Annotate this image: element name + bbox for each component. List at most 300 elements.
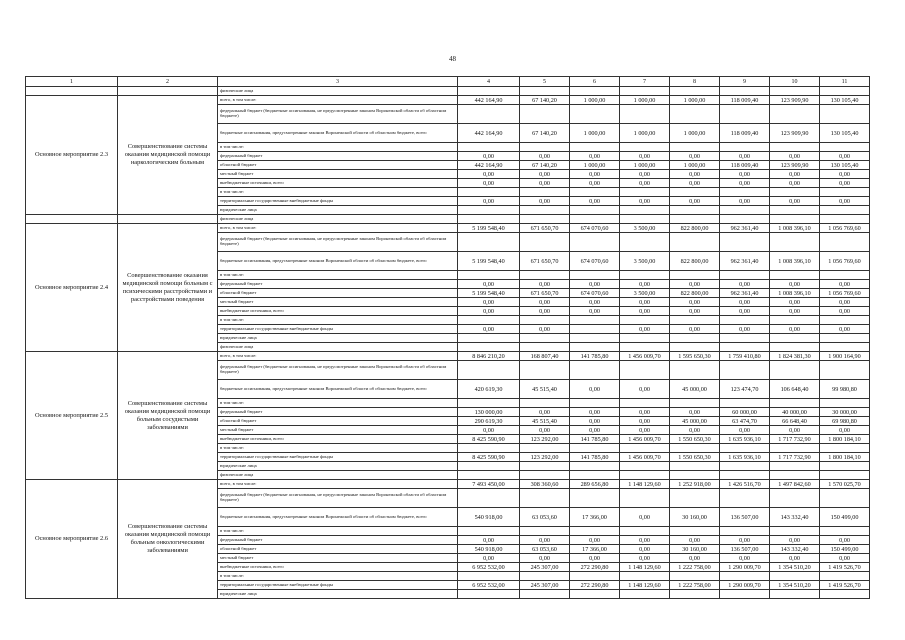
amount-cell: 0,00 (520, 197, 570, 206)
amount-cell: 0,00 (520, 408, 570, 417)
amount-cell (570, 316, 620, 325)
amount-cell: 1 290 009,70 (720, 581, 770, 590)
amount-cell (520, 399, 570, 408)
amount-cell (670, 188, 720, 197)
amount-cell (570, 343, 620, 352)
amount-cell: 141 785,80 (570, 453, 620, 462)
funding-source: федеральный бюджет (бюджетные ассигнования, не предусмотренные законом Воронежской области об областном бюджете) (218, 489, 458, 508)
empty-cell (118, 215, 218, 224)
amount-cell: 1 008 396,10 (770, 252, 820, 271)
amount-cell (820, 343, 870, 352)
amount-cell: 130 105,40 (820, 96, 870, 105)
amount-cell (820, 206, 870, 215)
event-number: Основное мероприятие 2.6 (26, 480, 118, 599)
amount-cell: 0,00 (570, 179, 620, 188)
amount-cell: 0,00 (620, 508, 670, 527)
amount-cell (520, 105, 570, 124)
amount-cell: 0,00 (820, 426, 870, 435)
funding-source: в том числе: (218, 271, 458, 280)
amount-cell: 0,00 (670, 536, 720, 545)
amount-cell: 1 222 758,00 (670, 581, 720, 590)
amount-cell: 67 140,20 (520, 161, 570, 170)
amount-cell (458, 87, 520, 96)
amount-cell: 0,00 (458, 298, 520, 307)
amount-cell: 0,00 (458, 152, 520, 161)
amount-cell (770, 399, 820, 408)
amount-cell (770, 361, 820, 380)
funding-source: внебюджетные источники, всего (218, 435, 458, 444)
amount-cell (670, 334, 720, 343)
table-row (26, 352, 870, 361)
amount-cell: 442 164,90 (458, 161, 520, 170)
amount-cell: 3 500,00 (620, 224, 670, 233)
column-number: 10 (770, 77, 820, 87)
amount-cell (458, 527, 520, 536)
amount-cell (520, 527, 570, 536)
amount-cell (570, 471, 620, 480)
amount-cell (820, 471, 870, 480)
amount-cell (620, 462, 670, 471)
amount-cell (820, 87, 870, 96)
page-number: 48 (449, 55, 456, 63)
amount-cell (770, 87, 820, 96)
amount-cell (570, 105, 620, 124)
amount-cell: 1 550 650,30 (670, 435, 720, 444)
amount-cell (820, 271, 870, 280)
amount-cell (670, 399, 720, 408)
funding-source: федеральный бюджет (218, 536, 458, 545)
amount-cell: 0,00 (820, 325, 870, 334)
amount-cell: 66 648,40 (770, 417, 820, 426)
column-number: 9 (720, 77, 770, 87)
funding-source: территориальные государственные внебюджетные фонды (218, 197, 458, 206)
amount-cell (620, 206, 670, 215)
event-name: Совершенствование оказания медицинской помощи больным с психическими расстройствами и расстройствами поведения (118, 224, 218, 352)
amount-cell: 0,00 (820, 170, 870, 179)
amount-cell (720, 215, 770, 224)
funding-source: территориальные государственные внебюджетные фонды (218, 325, 458, 334)
amount-cell: 0,00 (620, 380, 670, 399)
funding-source: внебюджетные источники, всего (218, 307, 458, 316)
amount-cell: 962 361,40 (720, 289, 770, 298)
amount-cell (670, 572, 720, 581)
amount-cell (770, 105, 820, 124)
amount-cell (770, 462, 820, 471)
amount-cell (820, 143, 870, 152)
amount-cell (670, 444, 720, 453)
funding-source: физические лица (218, 87, 458, 96)
amount-cell: 8 846 210,20 (458, 352, 520, 361)
amount-cell: 123 292,00 (520, 453, 570, 462)
amount-cell: 420 619,30 (458, 380, 520, 399)
funding-source: местный бюджет (218, 298, 458, 307)
amount-cell: 0,00 (820, 280, 870, 289)
amount-cell: 0,00 (670, 298, 720, 307)
amount-cell: 1 456 009,70 (620, 453, 670, 462)
amount-cell: 0,00 (520, 298, 570, 307)
amount-cell (720, 343, 770, 352)
amount-cell: 0,00 (570, 536, 620, 545)
amount-cell: 1 148 129,60 (620, 480, 670, 489)
amount-cell: 1 570 025,70 (820, 480, 870, 489)
funding-source: местный бюджет (218, 426, 458, 435)
amount-cell (570, 590, 620, 599)
amount-cell (770, 316, 820, 325)
amount-cell (820, 233, 870, 252)
funding-source: территориальные государственные внебюджетные фонды (218, 581, 458, 590)
amount-cell: 1 000,00 (670, 161, 720, 170)
amount-cell (620, 590, 670, 599)
amount-cell (620, 471, 670, 480)
amount-cell (720, 271, 770, 280)
amount-cell (570, 87, 620, 96)
amount-cell: 1 595 650,30 (670, 352, 720, 361)
amount-cell: 3 500,00 (620, 289, 670, 298)
amount-cell: 540 918,00 (458, 545, 520, 554)
amount-cell (720, 527, 770, 536)
funding-source: всего, в том числе: (218, 224, 458, 233)
amount-cell: 1 000,00 (570, 124, 620, 143)
amount-cell: 1 290 009,70 (720, 563, 770, 572)
amount-cell: 0,00 (458, 197, 520, 206)
amount-cell: 1 008 396,10 (770, 289, 820, 298)
column-number: 3 (218, 77, 458, 87)
empty-cell (26, 215, 118, 224)
amount-cell: 290 619,30 (458, 417, 520, 426)
amount-cell: 1 824 381,30 (770, 352, 820, 361)
amount-cell: 0,00 (670, 554, 720, 563)
amount-cell: 5 199 548,40 (458, 289, 520, 298)
amount-cell: 0,00 (570, 380, 620, 399)
amount-cell: 674 070,60 (570, 252, 620, 271)
amount-cell: 671 650,70 (520, 289, 570, 298)
amount-cell (720, 316, 770, 325)
amount-cell: 0,00 (458, 280, 520, 289)
amount-cell (670, 462, 720, 471)
amount-cell: 1 000,00 (620, 124, 670, 143)
amount-cell (770, 444, 820, 453)
amount-cell: 0,00 (520, 325, 570, 334)
amount-cell: 45 000,00 (670, 417, 720, 426)
amount-cell (458, 572, 520, 581)
amount-cell: 63 053,60 (520, 508, 570, 527)
amount-cell: 0,00 (570, 554, 620, 563)
amount-cell (520, 316, 570, 325)
amount-cell (520, 572, 570, 581)
amount-cell: 0,00 (620, 179, 670, 188)
amount-cell (520, 206, 570, 215)
amount-cell (820, 444, 870, 453)
amount-cell (570, 334, 620, 343)
amount-cell: 1 000,00 (620, 161, 670, 170)
amount-cell (820, 361, 870, 380)
amount-cell: 60 000,00 (720, 408, 770, 417)
amount-cell: 1 419 526,70 (820, 563, 870, 572)
amount-cell (570, 527, 620, 536)
amount-cell: 40 000,00 (770, 408, 820, 417)
amount-cell: 123 909,90 (770, 124, 820, 143)
amount-cell (620, 316, 670, 325)
amount-cell: 308 360,60 (520, 480, 570, 489)
amount-cell (570, 206, 620, 215)
amount-cell: 0,00 (620, 554, 670, 563)
amount-cell: 63 474,70 (720, 417, 770, 426)
funding-source: всего, в том числе: (218, 96, 458, 105)
amount-cell: 7 493 450,00 (458, 480, 520, 489)
amount-cell: 245 307,00 (520, 563, 570, 572)
amount-cell: 0,00 (820, 554, 870, 563)
amount-cell (458, 215, 520, 224)
funding-source: в том числе: (218, 527, 458, 536)
amount-cell (458, 399, 520, 408)
amount-cell: 1 717 732,90 (770, 435, 820, 444)
amount-cell: 0,00 (670, 426, 720, 435)
amount-cell: 0,00 (720, 298, 770, 307)
funding-source: в том числе: (218, 399, 458, 408)
amount-cell: 1 497 842,60 (770, 480, 820, 489)
amount-cell (570, 233, 620, 252)
amount-cell: 0,00 (620, 545, 670, 554)
amount-cell (520, 87, 570, 96)
amount-cell (770, 143, 820, 152)
funding-source: юридические лица (218, 206, 458, 215)
funding-source: областной бюджет (218, 417, 458, 426)
event-name: Совершенствование системы оказания медицинской помощи больным онкологическими заболеваниями (118, 480, 218, 599)
funding-source: федеральный бюджет (218, 408, 458, 417)
amount-cell (570, 489, 620, 508)
amount-cell: 67 140,20 (520, 96, 570, 105)
amount-cell: 0,00 (620, 280, 670, 289)
amount-cell: 136 507,00 (720, 508, 770, 527)
funding-source: всего, в том числе: (218, 480, 458, 489)
amount-cell (520, 271, 570, 280)
amount-cell: 674 070,60 (570, 289, 620, 298)
amount-cell: 1 456 009,70 (620, 352, 670, 361)
amount-cell (458, 233, 520, 252)
amount-cell (458, 188, 520, 197)
amount-cell (720, 105, 770, 124)
amount-cell (570, 188, 620, 197)
amount-cell: 0,00 (770, 170, 820, 179)
amount-cell (770, 271, 820, 280)
amount-cell: 0,00 (570, 307, 620, 316)
funding-source: юридические лица (218, 462, 458, 471)
amount-cell: 143 332,40 (770, 508, 820, 527)
amount-cell (720, 361, 770, 380)
funding-source: в том числе: (218, 316, 458, 325)
amount-cell (520, 361, 570, 380)
amount-cell: 1 800 184,10 (820, 435, 870, 444)
amount-cell (620, 399, 670, 408)
column-number: 6 (570, 77, 620, 87)
amount-cell: 1 000,00 (570, 161, 620, 170)
amount-cell (770, 527, 820, 536)
amount-cell: 442 164,90 (458, 96, 520, 105)
amount-cell: 0,00 (770, 152, 820, 161)
funding-source: федеральный бюджет (218, 152, 458, 161)
funding-source: внебюджетные источники, всего (218, 179, 458, 188)
amount-cell: 0,00 (820, 307, 870, 316)
amount-cell (620, 233, 670, 252)
amount-cell: 822 800,00 (670, 252, 720, 271)
amount-cell: 0,00 (820, 152, 870, 161)
amount-cell (670, 489, 720, 508)
amount-cell (820, 590, 870, 599)
amount-cell (670, 527, 720, 536)
amount-cell: 0,00 (670, 280, 720, 289)
amount-cell (570, 271, 620, 280)
amount-cell (520, 143, 570, 152)
funding-source: в том числе: (218, 444, 458, 453)
amount-cell (520, 462, 570, 471)
funding-source: местный бюджет (218, 170, 458, 179)
amount-cell (620, 444, 670, 453)
amount-cell: 30 160,00 (670, 545, 720, 554)
amount-cell: 671 650,70 (520, 224, 570, 233)
amount-cell: 5 199 548,40 (458, 224, 520, 233)
amount-cell: 0,00 (720, 554, 770, 563)
amount-cell (520, 489, 570, 508)
amount-cell: 8 425 590,90 (458, 453, 520, 462)
amount-cell (720, 233, 770, 252)
amount-cell (570, 462, 620, 471)
funding-source: территориальные государственные внебюджетные фонды (218, 453, 458, 462)
amount-cell: 150 499,00 (820, 508, 870, 527)
amount-cell (620, 572, 670, 581)
amount-cell: 0,00 (820, 197, 870, 206)
column-number: 8 (670, 77, 720, 87)
event-number: Основное мероприятие 2.3 (26, 96, 118, 215)
amount-cell: 0,00 (458, 426, 520, 435)
amount-cell (670, 233, 720, 252)
amount-cell: 0,00 (720, 307, 770, 316)
amount-cell (570, 444, 620, 453)
amount-cell: 143 332,40 (770, 545, 820, 554)
amount-cell: 0,00 (520, 170, 570, 179)
amount-cell: 0,00 (770, 536, 820, 545)
amount-cell: 1 148 129,60 (620, 563, 670, 572)
amount-cell (458, 489, 520, 508)
amount-cell: 6 952 532,00 (458, 581, 520, 590)
amount-cell: 0,00 (720, 197, 770, 206)
empty-cell (26, 87, 118, 96)
amount-cell: 45 515,40 (520, 417, 570, 426)
amount-cell: 168 807,40 (520, 352, 570, 361)
amount-cell (620, 527, 670, 536)
column-number: 5 (520, 77, 570, 87)
amount-cell: 118 009,40 (720, 96, 770, 105)
amount-cell (520, 188, 570, 197)
amount-cell (770, 334, 820, 343)
amount-cell (770, 590, 820, 599)
amount-cell: 123 909,90 (770, 161, 820, 170)
amount-cell: 123 292,00 (520, 435, 570, 444)
amount-cell: 0,00 (670, 170, 720, 179)
amount-cell (770, 206, 820, 215)
amount-cell: 289 656,80 (570, 480, 620, 489)
amount-cell (458, 462, 520, 471)
amount-cell: 1 426 516,70 (720, 480, 770, 489)
amount-cell: 130 105,40 (820, 124, 870, 143)
amount-cell: 1 419 526,70 (820, 581, 870, 590)
amount-cell: 0,00 (570, 170, 620, 179)
amount-cell (670, 105, 720, 124)
amount-cell (720, 489, 770, 508)
amount-cell (570, 143, 620, 152)
column-number: 11 (820, 77, 870, 87)
amount-cell (720, 590, 770, 599)
amount-cell (620, 271, 670, 280)
amount-cell: 150 499,00 (820, 545, 870, 554)
amount-cell (458, 271, 520, 280)
amount-cell (820, 105, 870, 124)
amount-cell: 442 164,90 (458, 124, 520, 143)
amount-cell: 0,00 (720, 325, 770, 334)
amount-cell (820, 188, 870, 197)
amount-cell: 5 199 548,40 (458, 252, 520, 271)
event-number: Основное мероприятие 2.5 (26, 352, 118, 480)
amount-cell (458, 590, 520, 599)
amount-cell: 0,00 (770, 325, 820, 334)
amount-cell: 45 000,00 (670, 380, 720, 399)
amount-cell (770, 572, 820, 581)
amount-cell: 30 000,00 (820, 408, 870, 417)
amount-cell: 822 800,00 (670, 224, 720, 233)
amount-cell: 0,00 (458, 325, 520, 334)
amount-cell: 0,00 (620, 325, 670, 334)
amount-cell: 118 009,40 (720, 124, 770, 143)
funding-source: областной бюджет (218, 161, 458, 170)
amount-cell: 0,00 (620, 536, 670, 545)
amount-cell (670, 590, 720, 599)
table-row (26, 215, 870, 224)
funding-source: федеральный бюджет (218, 280, 458, 289)
amount-cell (620, 215, 670, 224)
amount-cell (720, 188, 770, 197)
amount-cell (458, 343, 520, 352)
amount-cell (770, 188, 820, 197)
funding-source: физические лица (218, 343, 458, 352)
amount-cell: 0,00 (520, 536, 570, 545)
amount-cell: 141 785,80 (570, 352, 620, 361)
amount-cell: 674 070,60 (570, 224, 620, 233)
amount-cell: 0,00 (620, 307, 670, 316)
column-number: 2 (118, 77, 218, 87)
amount-cell: 67 140,20 (520, 124, 570, 143)
amount-cell (570, 215, 620, 224)
funding-source: всего, в том числе: (218, 352, 458, 361)
funding-source: областной бюджет (218, 545, 458, 554)
amount-cell (820, 334, 870, 343)
amount-cell: 1 456 009,70 (620, 435, 670, 444)
amount-cell: 0,00 (570, 426, 620, 435)
amount-cell (520, 215, 570, 224)
amount-cell: 1 056 769,60 (820, 224, 870, 233)
amount-cell: 1 635 936,10 (720, 453, 770, 462)
table-row (26, 480, 870, 489)
amount-cell: 1 000,00 (670, 96, 720, 105)
event-name: Совершенствование системы оказания медицинской помощи наркологическим больным (118, 96, 218, 215)
amount-cell: 0,00 (520, 152, 570, 161)
amount-cell (670, 316, 720, 325)
amount-cell (458, 334, 520, 343)
amount-cell (520, 471, 570, 480)
amount-cell: 99 980,80 (820, 380, 870, 399)
amount-cell: 0,00 (520, 280, 570, 289)
amount-cell: 1 800 184,10 (820, 453, 870, 462)
amount-cell (620, 188, 670, 197)
amount-cell: 63 053,60 (520, 545, 570, 554)
